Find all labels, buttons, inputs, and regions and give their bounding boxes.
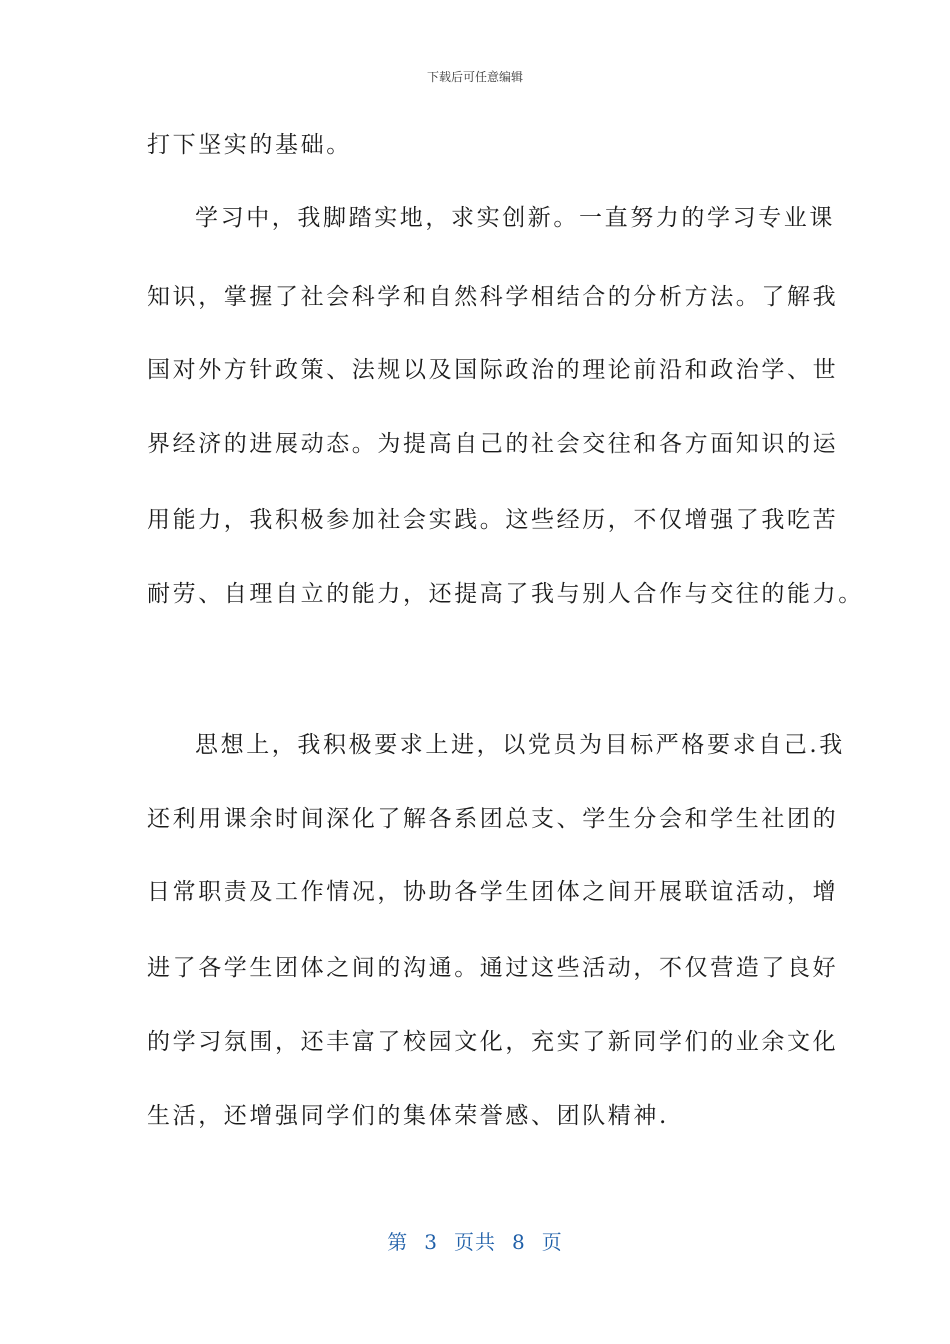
footer-prefix: 第 (387, 1230, 409, 1254)
paragraph-3-line-3: 日常职责及工作情况，协助各学生团体之间开展联谊活动，增 (147, 879, 839, 905)
footer-page-number: 3 (424, 1230, 438, 1254)
paragraph-3-line-5: 的学习氛围，还丰富了校园文化，充实了新同学们的业余文化 (147, 1029, 839, 1055)
paragraph-2-line-1: 学习中，我脚踏实地，求实创新。一直努力的学习专业课 (195, 205, 835, 231)
paragraph-3-line-4: 进了各学生团体之间的沟通。通过这些活动，不仅营造了良好 (147, 955, 839, 981)
paragraph-3-line-6: 生活，还增强同学们的集体荣誉感、团队精神. (147, 1103, 669, 1129)
footer-suffix: 页 (541, 1230, 563, 1254)
paragraph-2-line-3: 国对外方针政策、法规以及国际政治的理论前沿和政治学、世 (147, 357, 839, 383)
footer-middle: 页共 (454, 1230, 496, 1254)
paragraph-2-line-4: 界经济的进展动态。为提高自己的社会交往和各方面知识的运 (147, 431, 839, 457)
page-footer (0, 1226, 950, 1255)
paragraph-3-line-2: 还利用课余时间深化了解各系团总支、学生分会和学生社团的 (147, 806, 839, 832)
paragraph-2-line-2: 知识，掌握了社会科学和自然科学相结合的分析方法。了解我 (147, 284, 839, 310)
footer-total-pages: 8 (512, 1230, 526, 1254)
paragraph-1-line-1: 打下坚实的基础。 (147, 132, 352, 158)
paragraph-3-line-1: 思想上，我积极要求上进，以党员为目标严格要求自己.我 (195, 732, 845, 758)
page-header: 下载后可任意编辑 (426, 70, 523, 84)
paragraph-2-line-6: 耐劳、自理自立的能力，还提高了我与别人合作与交往的能力。 (147, 581, 864, 607)
paragraph-2-line-5: 用能力，我积极参加社会实践。这些经历，不仅增强了我吃苦 (147, 507, 839, 533)
